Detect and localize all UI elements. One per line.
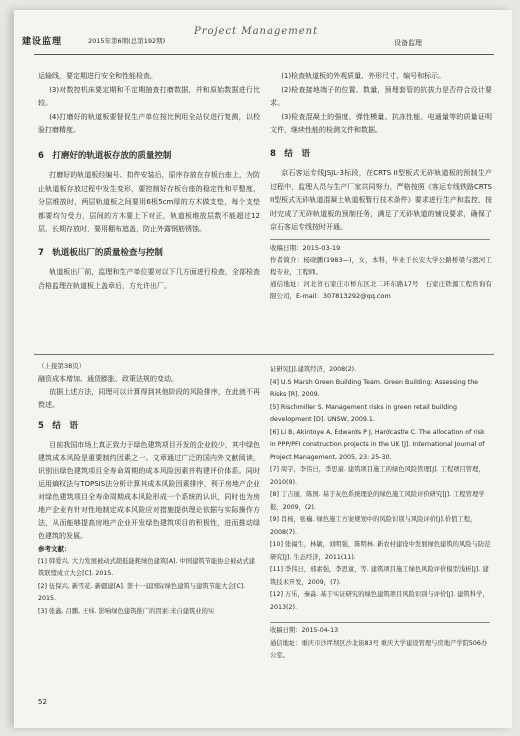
reference-item: [3] 张鑫, 吕鹏, 王炜. 影响绿色建筑推广的因素:来自建筑业的实 [38,607,215,615]
footnote-rule [270,239,490,240]
page-number: 52 [38,698,47,706]
reference-item: [4] U.S Marsh Green Building Team. Green Building: Assessing the Risks [R]. 2009. [270,378,479,398]
body-text: 打磨好的轨道板经编号、扣件安装后，原序存放在存板台座上，为防止轨道板存放过程中发生变形，要控制好存板台座的稳定性和平整度，分层堆放时，两层轨道板之间要用6根5cm厚的方木做支垫，每个支垫都要均匀受力，层间的方木要上下对正，轨道板堆放层数不能超过12层，长期存放时，要用棚布遮盖，防止外露钢筋锈蚀。 [38,171,260,233]
body-text: (4)打磨好的轨道板要督促生产单位按比例用全站仪进行复测，以校验打磨精度。 [38,112,260,134]
footnote-rule [270,622,490,623]
continued-note: （上接第38页） [38,362,86,370]
reference-item: [6] Li B, Akintoye A, Edwards P J, Hardcastle C. The allocation of risk in PPP/PFI construction projects in the UK [J]. International Journal of Project Management, 2005, 23: 25-30. [270,428,485,461]
reference-item: [2] 伍保兴, 新雪花. 新疆建[A]. 第十一届国际绿色建筑与建筑节能大会[C]. 2015. [38,582,246,602]
section-name: 设备监理 [394,39,422,47]
reference-item: [9] 肖杨，张巍. 绿色施工方案规划中的风险识别与风险评价[J].价值工程，2008(7). [270,516,477,536]
received-date: 收稿日期：2015-03-19 [270,243,341,252]
body-text: 轨道板出厂前，监理和生产单位要对以下几方面进行检查，全部检查合格监理在轨道板上盖章后，方允许出厂。 [38,268,260,290]
contact-address: 通信地址：河北省石家庄市桥东区北二环东路17号 石家庄铁源工程咨询有限公司，E-mail：307813292@qq.com [270,279,492,300]
reference-item: [1] 韩爱兴. 大力发展被动式超低能耗绿色建筑[A]. 中国建筑节能协会被动式建筑联盟成立大会[C]. 2015. [38,557,256,577]
issue-info: 2015年第6期(总第192期) [88,37,166,45]
bottom-right-column [270,364,492,663]
reference-item: [10] 张福生，林敏，刘明强，陈明林. 新农村建设中发展绿色建筑的风险与防范研究[J]. 生态经济，2011(11). [270,541,491,561]
section-heading: 5 结 语 [38,421,78,431]
references-title: 参考文献： [38,545,71,553]
body-text: (2)检查接地端子的位置、数量，预埋套管的抗拔力是否符合设计要求。 [270,85,492,107]
body-text: (3)检查混凝土的强度、弹性模量、抗冻性能、电通量等的质量证明文件，继续性能的检测文件和数据。 [270,112,492,134]
top-right-column [270,70,492,302]
body-text: 目前我国市场上真正致力于绿色建筑项目开发的企业较少，其中绿色建筑成本风险是重要制约因素之一。文章通过广泛的国内外文献阅读，识别出绿色建筑项目全寿命周期的成本风险因素并构建评价体系。同时运用熵权法与TOPSIS法分析计算其成本风险因素排序，利于房地产企业对绿色建筑项目全寿命周期成本风险形成一个系统的认识，同时也为房地产企业有针对性地制定成本风险应对措施提供理论依据与实际操作方法，从而能够提高房地产企业开发绿色建筑项目的积极性，进而推动绿色建筑的发展。 [38,441,260,540]
column-divider [34,354,494,355]
author-bio: 作者简介：杨晓鹏(1983—)，女，本科，毕业于长安大学公路桥梁与渡河工程专业，工程师。 [270,255,492,276]
received-date: 收稿日期：2015-04-13 [270,627,339,634]
references [38,543,260,618]
reference-item: [12] 万乐，秦淼. 基于实证研究的绿色建筑项目风险识别与评价[J]. 建筑科学，2013(2). [270,591,489,611]
body-text: (3)对数控机床要定期和不定期抽查打磨数据，并和原始数据进行比较。 [38,85,260,107]
reference-item: [11] 李伟日，邢素强，李思童，等. 建筑项目施工绿色风险评价模型浅析[J]. 建筑技术开发，2009，(7). [270,566,489,586]
top-left-column [38,70,260,293]
section-heading: 6 打磨好的轨道板存放的质量控制 [38,150,172,161]
body-text: 京石客运专线JSJL-3标段，在CRTS II型板式无砟轨道板的预制生产过程中，监理人员与生产厂家共同努力，严格按照《客运专线铁路CRTS II型板式无砟轨道混凝土轨道板暂行技术条件》要求进行生产和监控，按时完成了无砟轨道板的预制任务，满足了无砟轨道的铺设要求，确保了京石客运专线按时开通。 [270,169,492,231]
reference-item: [7] 周宇，李伟日，李思童. 建筑项目施工的绿色风险管理[J]. 工程项目管理，2010(9). [270,466,485,486]
reference-item: 证研究[J].建筑经济，2008(2). [270,366,357,373]
bottom-left-column [38,360,260,618]
section-heading: 7 轨道板出厂的质量检查与控制 [38,247,163,258]
reference-item: [8] 丁吉丽，陈国. 基于灰色系统理论的绿色施工风险评价研究[J]. 工程管理学报，2009，(2). [270,491,485,511]
section-heading: 8 结 语 [270,148,310,159]
body-text: 依据上述方法，同理可以计算得到其他阶段的风险排序，在此就不再赘述。 [38,388,260,409]
body-text: 运输线，要定期进行安全和性能检查。 [38,72,157,80]
body-text: 融资成本增加、通货膨胀、政策法规的变动。 [38,375,178,383]
reference-item: [5] Rischmiller S. Management risks in green retail building development [D]. UNSW, 2009.1. [270,403,457,423]
journal-en-title: Project Management [194,26,319,37]
journal-page [14,10,512,728]
journal-name: 建设监理 [22,37,63,47]
contact-address: 通信地址：重庆市沙坪坝区沙北街83号 重庆大学建设管理与房地产学院506办公室。 [270,639,488,659]
body-text: (1)检查轨道板的外观质量、外形尺寸、编号和标示。 [281,72,446,80]
